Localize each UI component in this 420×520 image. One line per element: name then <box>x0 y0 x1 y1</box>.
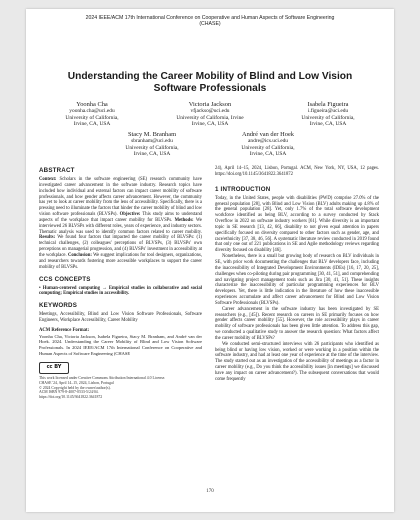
author-email: andre@ics.uci.edu <box>248 138 288 145</box>
footnote-line3: ACM ISBN 979-8-4007-0533-5/24/04. <box>39 390 99 395</box>
author-location: Irvine, CA, USA <box>133 151 171 157</box>
author-2 <box>158 101 262 127</box>
ccs-text: • Human-centered computing → Empirical studies in collaborative and social computing; Empirical studies in accessibility. <box>39 285 202 297</box>
author-affiliation: University of California, <box>241 144 295 151</box>
abstract-results: We found four factors that impacted the career mobility of BLVSPs: (1) technical challenges, (2) colleagues' perceptions of BLVSPs, (3) BLVSPs' own perceptions on managerial progression, and (4) BLVSPs' investment in accessibility at the workplace. <box>39 235 202 258</box>
conference-header-line1: 2024 IEEE/ACM 17th International Conference on Cooperative and Human Aspects of Software Engineering <box>85 15 335 21</box>
abstract-conclusion: We suggest implications for tool designers, organizations, and researchers towards fostering more accessible workplaces to support the career mobility of BLVSPs. <box>39 252 203 270</box>
abstract-context-label: Context: <box>39 177 57 182</box>
abstract-objective-label: Objective: <box>119 212 141 218</box>
abstract-objective: This study aims to understand aspects of the workplace that impact career mobility for BLVSPs. <box>39 212 203 223</box>
author-email: yoonha.cha@uci.edu <box>69 108 115 115</box>
creative-commons-icon: cc BY <box>39 362 69 374</box>
introduction-heading: 1 INTRODUCTION <box>215 185 271 193</box>
author-location: Irvine, CA, USA <box>191 121 229 127</box>
keywords-heading: KEYWORDS <box>39 302 78 310</box>
conference-header <box>26 15 394 27</box>
paper-title <box>26 71 394 96</box>
right-column <box>215 166 379 383</box>
footnote <box>39 376 202 400</box>
author-email: vfjackso@uci.edu <box>190 108 230 115</box>
author-3 <box>276 101 380 127</box>
abstract-heading: ABSTRACT <box>39 167 75 174</box>
author-affiliation: University of California, Irvine <box>176 114 244 121</box>
author-email: sbranham@uci.edu <box>131 138 173 145</box>
paper-title-line2: Software Professionals <box>153 83 267 95</box>
license-block <box>39 362 202 374</box>
footnote-doi: https://doi.org/10.1145/3641822.3641872 <box>39 395 103 400</box>
acm-ref-heading: ACM Reference Format: <box>39 327 90 333</box>
author-location: Irvine, CA, USA <box>249 151 287 157</box>
abstract-context: Scholars in the software engineering (SE) research community have investigated career advancement in the software industry. Research topics have included how individual and external factors can impact career mobility of software professionals, and how gender affects career advancement. However, the community has yet to look at career mobility from the lens of accessibility. Specifically, there is a pressing need to illuminate the factors that hinder the career mobility of blind and low vision software professionals (BLVSPs). <box>39 177 203 218</box>
author-location: Irvine, CA, USA <box>73 121 111 127</box>
intro-paragraph-3: Career advancement in the software industry has been investigated by SE researchers (e.g., [45]). Recent research on careers in SE primarily focuses on how gender affects career mobility [55]. However, the role accessibility plays in career mobility of software professionals has been given little attention. To address this gap, we conducted a qualitative study to answer the research question: What factors affect the career mobility of BLVSPs? <box>215 306 379 341</box>
conference-header-line2: (CHASE) <box>199 21 221 28</box>
author-name: Stacy M. Branham <box>127 131 177 138</box>
author-location: Irvine, CA, USA <box>309 121 347 127</box>
author-5 <box>216 131 320 157</box>
author-name: Yoonha Cha <box>76 101 108 108</box>
author-4 <box>100 131 204 157</box>
author-1 <box>40 101 144 127</box>
abstract-results-label: Results: <box>39 235 56 241</box>
footnote-line2: © 2024 Copyright held by the owner/author(s). <box>39 385 111 390</box>
author-name: Isabela Figueira <box>307 101 349 108</box>
abstract-methods: We interviewed 26 BLVSPs with different roles, years of experience, and industry sectors. Thematic analysis was used to identify common factors related to career mobility. <box>39 217 202 235</box>
abstract-conclusion-label: Conclusion: <box>67 252 92 258</box>
page-number: 170 <box>206 489 214 494</box>
license-text: This work licensed under Creative Commons Attribution International 4.0 License. <box>39 376 166 381</box>
abstract-body <box>39 177 202 271</box>
author-email: i.figueira@uci.edu <box>307 108 349 115</box>
author-name: Victoria Jackson <box>188 101 232 108</box>
left-column <box>39 167 202 400</box>
author-name: André van der Hoek <box>242 131 294 138</box>
author-affiliation: University of California, <box>301 114 355 121</box>
ccs-heading: CCS CONCEPTS <box>39 275 91 283</box>
intro-paragraph-4: We conducted semi-structured interviews with 26 participants who identified as being blind or having low vision, worked or were working in a position within the software industry, and had at least one year of experience at the time of the interview. The study started out as an investigation of the accessibility of meetings as a factor in career mobility (e.g., Do you think the accessibility issues [in meetings] we discussed have any impact on career advancement?). The subsequent conversations that would come frequently <box>215 341 379 382</box>
keywords-text: Meetings, Accessibility, Blind and Low Vision Software Professionals, Software Engineers, Workplace Accessibility, Career Mobility <box>39 312 202 324</box>
paper-title-line1: Understanding the Career Mobility of Blind and Low Vision <box>67 71 353 82</box>
acm-ref-continuation: 24), April 14–15, 2024, Lisbon, Portugal. ACM, New York, NY, USA, 12 pages. https://doi.org/10.1145/3641822.3641872 <box>215 166 379 177</box>
author-affiliation: University of California, <box>65 114 119 121</box>
acm-ref-text: Yoonha Cha, Victoria Jackson, Isabela Figueira, Stacy M. Branham, and André van der Hoek. 2024. Understanding the Career Mobility of Blind and Low Vision Software Professionals. In 2024 IEEE/ACM 17th International Conference on Cooperative and Human Aspects of Software Engineering (CHASE <box>39 333 202 356</box>
footnote-line1: CHASE '24, April 14–15, 2024, Lisbon, Portugal <box>39 380 114 385</box>
intro-paragraph-2: Nonetheless, there is a small but growing body of research on BLV individuals in SE, with prior work documenting the challenges that BLV developers face, including the inaccessibility of Integrated Development Environments (IDEs) [16, 17, 20, 25], challenges when co-piloting during pair programming [30, 41, 51], and comprehending and navigating project management tools such as Jira [30, 41, 51]. These insights characterize the inaccessibility of particular programming experiences for BLV developers. Yet, there is little indication in the literature of how these inaccessible experiences accumulate and affect career advancement for Blind and Low Vision Software Professionals (BLVSPs). <box>215 254 379 306</box>
abstract-methods-label: Methods: <box>174 217 194 223</box>
paper-page <box>26 9 394 512</box>
intro-paragraph-1: Today, in the United States, people with disabilities (PWD) comprise 27.0% of the general population [28], with Blind and Low Vision (BLV) adults making up 4.8% of the general population [28]. Yet, only 1.7% of the total software development workforce identified as being BLV, according to a survey conducted by Stack Overflow in 2022 on software industry workers [61]. While diversity is an important topic in SE research [13, 42, 66], disability to not given equal attention in papers specifically focused on diversity compared to other factors such as gender, age, and race/ethnicity [37, 38, 46, 56]. A systematic literature review conducted in 2019 found that only one out of 221 publications in SE and Agile methodology reviews regarding diversity focused on disability [46]. <box>215 195 379 254</box>
author-affiliation: University of California, <box>125 144 179 151</box>
